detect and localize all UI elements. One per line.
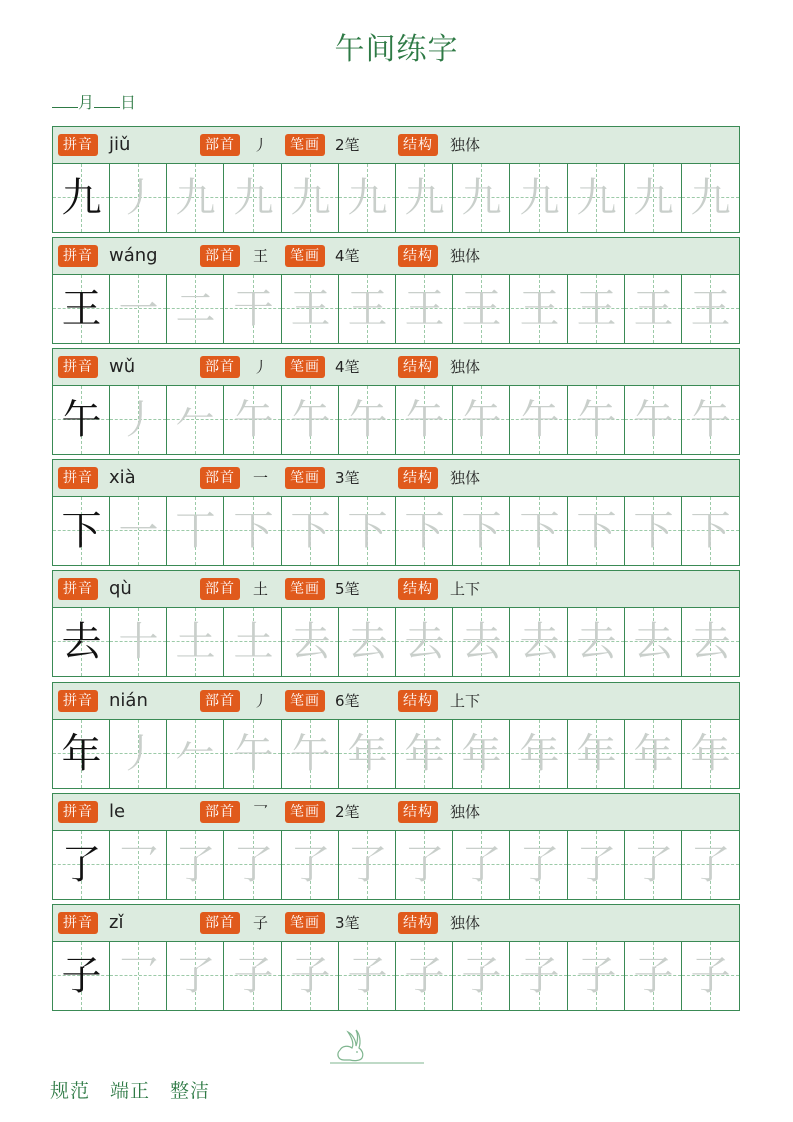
trace-cell[interactable] bbox=[339, 720, 396, 788]
trace-cell[interactable] bbox=[453, 942, 510, 1010]
writing-grid bbox=[53, 386, 739, 454]
strokes-value: 5笔 bbox=[335, 580, 360, 598]
trace-cell[interactable] bbox=[225, 942, 282, 1010]
trace-character: 午 bbox=[404, 397, 445, 443]
pinyin-tag: 拼音 bbox=[58, 134, 98, 156]
model-character: 子 bbox=[61, 953, 102, 999]
trace-character: 下 bbox=[461, 508, 502, 554]
trace-character: 九 bbox=[519, 175, 560, 221]
trace-cell[interactable] bbox=[339, 275, 396, 343]
structure-value: 独体 bbox=[450, 914, 481, 932]
trace-character: 子 bbox=[347, 953, 388, 999]
trace-cell[interactable] bbox=[167, 608, 224, 676]
trace-character: 了 bbox=[290, 842, 331, 888]
model-character: 王 bbox=[61, 286, 102, 332]
model-cell[interactable] bbox=[53, 831, 110, 899]
trace-cell[interactable] bbox=[339, 942, 396, 1010]
radical-tag: 部首 bbox=[200, 912, 240, 934]
trace-cell[interactable] bbox=[225, 275, 282, 343]
trace-character: 年 bbox=[519, 731, 560, 777]
trace-character: 九 bbox=[233, 175, 274, 221]
trace-character: 下 bbox=[347, 508, 388, 554]
trace-character: 去 bbox=[290, 619, 331, 665]
trace-cell[interactable] bbox=[511, 386, 568, 454]
trace-cell[interactable] bbox=[511, 275, 568, 343]
trace-cell[interactable] bbox=[167, 831, 224, 899]
trace-character: 王 bbox=[519, 286, 560, 332]
writing-grid bbox=[53, 720, 739, 788]
day-label: 日 bbox=[120, 93, 137, 112]
writing-grid bbox=[53, 275, 739, 343]
trace-character: 去 bbox=[633, 619, 674, 665]
writing-grid bbox=[53, 608, 739, 676]
trace-cell[interactable] bbox=[282, 386, 339, 454]
trace-character: 子 bbox=[233, 953, 274, 999]
trace-cell[interactable] bbox=[225, 386, 282, 454]
trace-cell[interactable] bbox=[225, 831, 282, 899]
row-info-bar bbox=[53, 683, 739, 720]
structure-tag: 结构 bbox=[398, 690, 438, 712]
trace-character: 土 bbox=[175, 619, 216, 665]
trace-cell[interactable] bbox=[625, 720, 682, 788]
trace-cell[interactable] bbox=[568, 275, 625, 343]
trace-character: 王 bbox=[576, 286, 617, 332]
model-cell[interactable] bbox=[53, 720, 110, 788]
page-title: 午间练字 bbox=[334, 32, 459, 67]
trace-cell[interactable] bbox=[110, 386, 167, 454]
structure-value: 独体 bbox=[450, 247, 481, 265]
trace-cell[interactable] bbox=[625, 608, 682, 676]
practice-row bbox=[52, 237, 740, 344]
trace-character: 年 bbox=[347, 731, 388, 777]
trace-character: 二 bbox=[175, 286, 216, 332]
pinyin-tag: 拼音 bbox=[58, 690, 98, 712]
trace-cell[interactable] bbox=[511, 942, 568, 1010]
trace-cell[interactable] bbox=[682, 831, 739, 899]
trace-cell[interactable] bbox=[167, 720, 224, 788]
trace-character: 去 bbox=[576, 619, 617, 665]
trace-cell[interactable] bbox=[625, 831, 682, 899]
trace-cell[interactable] bbox=[625, 164, 682, 232]
row-info-bar bbox=[53, 460, 739, 497]
structure-tag: 结构 bbox=[398, 134, 438, 156]
trace-character: 了 bbox=[633, 842, 674, 888]
row-info-bar bbox=[53, 238, 739, 275]
trace-character: 九 bbox=[347, 175, 388, 221]
trace-cell[interactable] bbox=[682, 497, 739, 565]
trace-character: 去 bbox=[404, 619, 445, 665]
trace-cell[interactable] bbox=[225, 608, 282, 676]
rabbit-icon bbox=[330, 1026, 426, 1066]
trace-cell[interactable] bbox=[396, 497, 453, 565]
trace-character: 了 bbox=[461, 842, 502, 888]
row-info-bar bbox=[53, 349, 739, 386]
pinyin-tag: 拼音 bbox=[58, 245, 98, 267]
radical-tag: 部首 bbox=[200, 356, 240, 378]
trace-character: 王 bbox=[633, 286, 674, 332]
trace-cell[interactable] bbox=[511, 164, 568, 232]
trace-character: 午 bbox=[347, 397, 388, 443]
model-character: 去 bbox=[61, 619, 102, 665]
trace-character: 十 bbox=[118, 619, 159, 665]
row-info-bar bbox=[53, 905, 739, 942]
strokes-value: 3笔 bbox=[335, 469, 360, 487]
structure-value: 独体 bbox=[450, 803, 481, 821]
trace-character: 下 bbox=[519, 508, 560, 554]
trace-character: 下 bbox=[290, 508, 331, 554]
trace-cell[interactable] bbox=[682, 275, 739, 343]
trace-cell[interactable] bbox=[396, 386, 453, 454]
trace-cell[interactable] bbox=[568, 497, 625, 565]
pinyin-tag: 拼音 bbox=[58, 578, 98, 600]
strokes-tag: 笔画 bbox=[285, 245, 325, 267]
trace-character: 一 bbox=[118, 508, 159, 554]
trace-cell[interactable] bbox=[110, 942, 167, 1010]
trace-cell[interactable] bbox=[225, 720, 282, 788]
trace-character: 午 bbox=[461, 397, 502, 443]
model-cell[interactable] bbox=[53, 164, 110, 232]
practice-row bbox=[52, 348, 740, 455]
radical-value: 乛 bbox=[253, 803, 269, 821]
trace-character: 子 bbox=[633, 953, 674, 999]
trace-character: 九 bbox=[690, 175, 731, 221]
model-cell[interactable] bbox=[53, 497, 110, 565]
trace-cell[interactable] bbox=[682, 386, 739, 454]
trace-cell[interactable] bbox=[167, 497, 224, 565]
trace-character: 乛 bbox=[118, 842, 159, 888]
radical-tag: 部首 bbox=[200, 801, 240, 823]
footer-motto: 规范 端正 整洁 bbox=[50, 1080, 211, 1102]
strokes-tag: 笔画 bbox=[285, 356, 325, 378]
trace-cell[interactable] bbox=[110, 608, 167, 676]
strokes-value: 4笔 bbox=[335, 358, 360, 376]
trace-character: 午 bbox=[233, 731, 274, 777]
trace-cell[interactable] bbox=[511, 497, 568, 565]
trace-character: 了 bbox=[175, 953, 216, 999]
trace-character: 一 bbox=[118, 286, 159, 332]
trace-character: 下 bbox=[576, 508, 617, 554]
trace-character: 去 bbox=[461, 619, 502, 665]
strokes-value: 2笔 bbox=[335, 803, 360, 821]
trace-cell[interactable] bbox=[568, 720, 625, 788]
trace-character: 子 bbox=[404, 953, 445, 999]
trace-cell[interactable] bbox=[511, 720, 568, 788]
trace-character: 丅 bbox=[175, 508, 216, 554]
trace-cell[interactable] bbox=[568, 386, 625, 454]
trace-cell[interactable] bbox=[625, 942, 682, 1010]
radical-value: 丿 bbox=[253, 692, 269, 710]
structure-value: 独体 bbox=[450, 136, 481, 154]
trace-cell[interactable] bbox=[110, 720, 167, 788]
trace-cell[interactable] bbox=[682, 720, 739, 788]
row-info-bar bbox=[53, 571, 739, 608]
trace-character: 了 bbox=[519, 842, 560, 888]
writing-grid bbox=[53, 942, 739, 1010]
model-cell[interactable] bbox=[53, 608, 110, 676]
trace-character: 九 bbox=[290, 175, 331, 221]
trace-cell[interactable] bbox=[682, 942, 739, 1010]
trace-cell[interactable] bbox=[282, 720, 339, 788]
model-character: 九 bbox=[61, 175, 102, 221]
strokes-value: 6笔 bbox=[335, 692, 360, 710]
structure-tag: 结构 bbox=[398, 578, 438, 600]
strokes-tag: 笔画 bbox=[285, 912, 325, 934]
trace-cell[interactable] bbox=[225, 164, 282, 232]
model-character: 了 bbox=[61, 842, 102, 888]
trace-character: 午 bbox=[576, 397, 617, 443]
structure-tag: 结构 bbox=[398, 912, 438, 934]
trace-cell[interactable] bbox=[453, 275, 510, 343]
pinyin-value: zǐ bbox=[109, 912, 124, 933]
trace-character: 年 bbox=[690, 731, 731, 777]
strokes-tag: 笔画 bbox=[285, 578, 325, 600]
trace-cell[interactable] bbox=[110, 164, 167, 232]
radical-tag: 部首 bbox=[200, 467, 240, 489]
trace-character: 去 bbox=[519, 619, 560, 665]
trace-cell[interactable] bbox=[282, 942, 339, 1010]
trace-character: 年 bbox=[404, 731, 445, 777]
trace-character: 下 bbox=[404, 508, 445, 554]
trace-character: 子 bbox=[290, 953, 331, 999]
trace-cell[interactable] bbox=[568, 164, 625, 232]
pinyin-value: qù bbox=[109, 578, 132, 599]
trace-character: 土 bbox=[233, 619, 274, 665]
trace-cell[interactable] bbox=[396, 831, 453, 899]
trace-cell[interactable] bbox=[167, 386, 224, 454]
pinyin-value: wáng bbox=[109, 245, 158, 266]
trace-cell[interactable] bbox=[282, 164, 339, 232]
trace-character: 了 bbox=[233, 842, 274, 888]
pinyin-value: jiǔ bbox=[109, 134, 131, 155]
trace-character: 了 bbox=[175, 842, 216, 888]
trace-character: 午 bbox=[633, 397, 674, 443]
trace-cell[interactable] bbox=[167, 164, 224, 232]
trace-cell[interactable] bbox=[282, 608, 339, 676]
pinyin-value: wǔ bbox=[109, 356, 136, 377]
radical-value: 一 bbox=[253, 469, 269, 487]
trace-character: 午 bbox=[233, 397, 274, 443]
trace-cell[interactable] bbox=[625, 386, 682, 454]
trace-character: 午 bbox=[290, 731, 331, 777]
pinyin-value: xià bbox=[109, 467, 136, 488]
strokes-tag: 笔画 bbox=[285, 690, 325, 712]
structure-value: 独体 bbox=[450, 358, 481, 376]
trace-cell[interactable] bbox=[682, 608, 739, 676]
trace-cell[interactable] bbox=[396, 275, 453, 343]
structure-tag: 结构 bbox=[398, 467, 438, 489]
trace-character: 了 bbox=[404, 842, 445, 888]
model-character: 年 bbox=[61, 731, 102, 777]
trace-cell[interactable] bbox=[682, 164, 739, 232]
trace-character: 去 bbox=[347, 619, 388, 665]
radical-tag: 部首 bbox=[200, 690, 240, 712]
model-cell[interactable] bbox=[53, 275, 110, 343]
trace-cell[interactable] bbox=[282, 497, 339, 565]
trace-cell[interactable] bbox=[453, 831, 510, 899]
trace-cell[interactable] bbox=[453, 164, 510, 232]
writing-grid bbox=[53, 831, 739, 899]
trace-cell[interactable] bbox=[625, 275, 682, 343]
pinyin-tag: 拼音 bbox=[58, 356, 98, 378]
practice-row bbox=[52, 904, 740, 1011]
trace-cell[interactable] bbox=[110, 831, 167, 899]
writing-grid bbox=[53, 164, 739, 232]
practice-row bbox=[52, 793, 740, 900]
radical-value: 土 bbox=[253, 580, 269, 598]
trace-cell[interactable] bbox=[568, 942, 625, 1010]
trace-character: 王 bbox=[461, 286, 502, 332]
trace-character: 年 bbox=[576, 731, 617, 777]
model-cell[interactable] bbox=[53, 942, 110, 1010]
writing-grid bbox=[53, 497, 739, 565]
structure-value: 独体 bbox=[450, 469, 481, 487]
trace-cell[interactable] bbox=[453, 720, 510, 788]
trace-cell[interactable] bbox=[453, 608, 510, 676]
trace-cell[interactable] bbox=[339, 831, 396, 899]
trace-character: 丿 bbox=[118, 731, 159, 777]
radical-value: 子 bbox=[253, 914, 269, 932]
trace-cell[interactable] bbox=[167, 942, 224, 1010]
trace-character: 王 bbox=[690, 286, 731, 332]
trace-character: 九 bbox=[576, 175, 617, 221]
trace-cell[interactable] bbox=[339, 386, 396, 454]
pinyin-tag: 拼音 bbox=[58, 801, 98, 823]
trace-character: 𠂉 bbox=[175, 731, 216, 777]
trace-cell[interactable] bbox=[625, 497, 682, 565]
trace-character: 丿 bbox=[118, 175, 159, 221]
trace-cell[interactable] bbox=[339, 497, 396, 565]
structure-value: 上下 bbox=[450, 580, 481, 598]
strokes-value: 4笔 bbox=[335, 247, 360, 265]
trace-character: 子 bbox=[519, 953, 560, 999]
date-line bbox=[52, 90, 136, 113]
row-info-bar bbox=[53, 794, 739, 831]
trace-character: 子 bbox=[690, 953, 731, 999]
trace-cell[interactable] bbox=[339, 164, 396, 232]
trace-character: 年 bbox=[633, 731, 674, 777]
practice-row bbox=[52, 570, 740, 677]
trace-character: 子 bbox=[576, 953, 617, 999]
trace-character: 下 bbox=[233, 508, 274, 554]
radical-tag: 部首 bbox=[200, 134, 240, 156]
pinyin-value: nián bbox=[109, 690, 148, 711]
trace-character: 九 bbox=[633, 175, 674, 221]
trace-cell[interactable] bbox=[568, 608, 625, 676]
pinyin-tag: 拼音 bbox=[58, 912, 98, 934]
strokes-tag: 笔画 bbox=[285, 134, 325, 156]
structure-tag: 结构 bbox=[398, 245, 438, 267]
trace-cell[interactable] bbox=[453, 497, 510, 565]
strokes-tag: 笔画 bbox=[285, 467, 325, 489]
trace-character: 九 bbox=[175, 175, 216, 221]
trace-cell[interactable] bbox=[396, 942, 453, 1010]
trace-character: 午 bbox=[290, 397, 331, 443]
trace-character: 了 bbox=[347, 842, 388, 888]
trace-cell[interactable] bbox=[396, 720, 453, 788]
structure-tag: 结构 bbox=[398, 801, 438, 823]
trace-character: 去 bbox=[690, 619, 731, 665]
trace-character: 了 bbox=[690, 842, 731, 888]
trace-character: 干 bbox=[233, 286, 274, 332]
trace-character: 丿 bbox=[118, 397, 159, 443]
trace-cell[interactable] bbox=[511, 831, 568, 899]
trace-cell[interactable] bbox=[396, 608, 453, 676]
trace-cell[interactable] bbox=[511, 608, 568, 676]
trace-cell[interactable] bbox=[110, 497, 167, 565]
month-blank[interactable] bbox=[52, 93, 78, 108]
radical-value: 丿 bbox=[253, 358, 269, 376]
model-character: 午 bbox=[61, 397, 102, 443]
radical-value: 丿 bbox=[253, 136, 269, 154]
model-character: 下 bbox=[61, 508, 102, 554]
trace-character: 了 bbox=[576, 842, 617, 888]
trace-cell[interactable] bbox=[167, 275, 224, 343]
trace-cell[interactable] bbox=[110, 275, 167, 343]
trace-character: 午 bbox=[690, 397, 731, 443]
trace-character: 九 bbox=[461, 175, 502, 221]
trace-cell[interactable] bbox=[282, 831, 339, 899]
trace-character: 年 bbox=[461, 731, 502, 777]
trace-cell[interactable] bbox=[282, 275, 339, 343]
trace-character: 王 bbox=[290, 286, 331, 332]
practice-row bbox=[52, 459, 740, 566]
radical-tag: 部首 bbox=[200, 245, 240, 267]
trace-character: 午 bbox=[519, 397, 560, 443]
trace-character: 九 bbox=[404, 175, 445, 221]
trace-cell[interactable] bbox=[339, 608, 396, 676]
trace-character: 王 bbox=[404, 286, 445, 332]
structure-tag: 结构 bbox=[398, 356, 438, 378]
month-label: 月 bbox=[78, 93, 95, 112]
practice-row bbox=[52, 682, 740, 789]
trace-character: 乛 bbox=[118, 953, 159, 999]
trace-character: 王 bbox=[347, 286, 388, 332]
trace-cell[interactable] bbox=[225, 497, 282, 565]
structure-value: 上下 bbox=[450, 692, 481, 710]
pinyin-tag: 拼音 bbox=[58, 467, 98, 489]
strokes-value: 3笔 bbox=[335, 914, 360, 932]
trace-character: 𠂉 bbox=[175, 397, 216, 443]
trace-character: 下 bbox=[633, 508, 674, 554]
trace-cell[interactable] bbox=[396, 164, 453, 232]
day-blank[interactable] bbox=[94, 93, 120, 108]
trace-character: 下 bbox=[690, 508, 731, 554]
row-info-bar bbox=[53, 127, 739, 164]
trace-cell[interactable] bbox=[453, 386, 510, 454]
radical-tag: 部首 bbox=[200, 578, 240, 600]
practice-row bbox=[52, 126, 740, 233]
trace-cell[interactable] bbox=[568, 831, 625, 899]
radical-value: 王 bbox=[253, 247, 269, 265]
strokes-value: 2笔 bbox=[335, 136, 360, 154]
model-cell[interactable] bbox=[53, 386, 110, 454]
trace-character: 子 bbox=[461, 953, 502, 999]
strokes-tag: 笔画 bbox=[285, 801, 325, 823]
pinyin-value: le bbox=[109, 801, 126, 822]
